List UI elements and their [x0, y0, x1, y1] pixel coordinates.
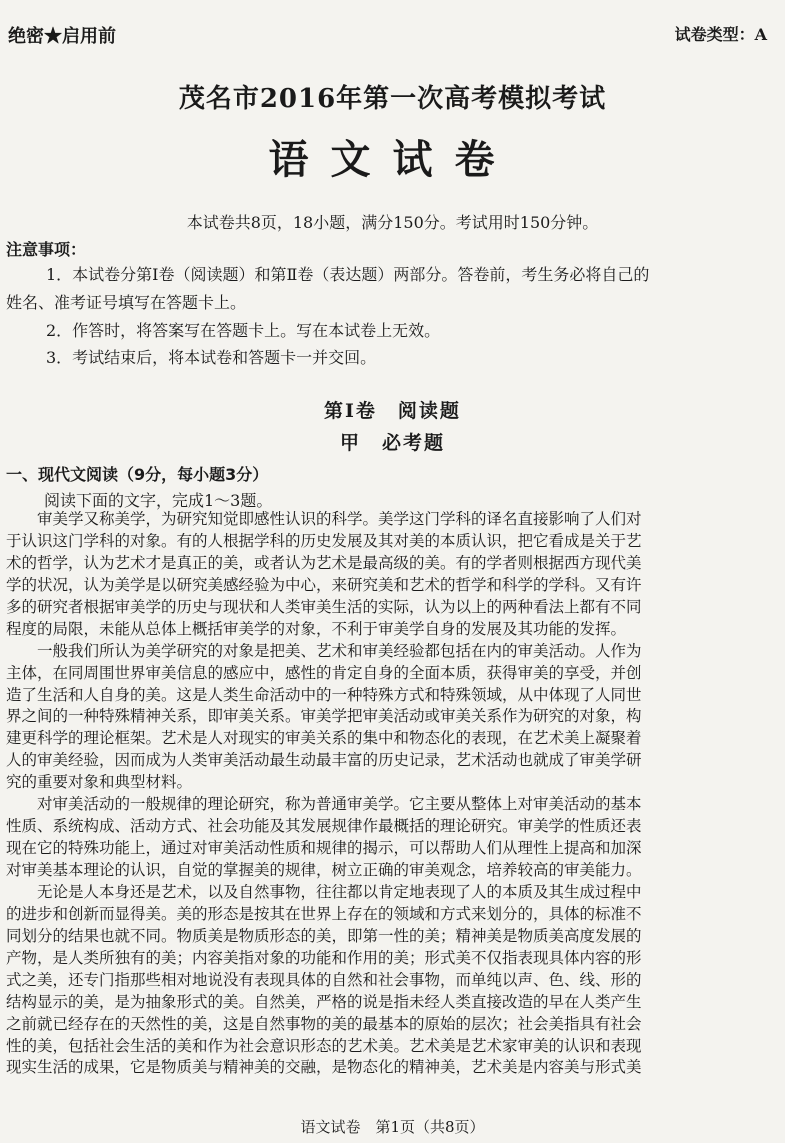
- passage-line: 结构显示的美，是为抽象形式的美。自然美，严格的说是指未经人类直接改造的早在人类产生: [6, 992, 642, 1011]
- passage-line: 人的审美经验，因而成为人类审美活动最生动最丰富的历史记录，艺术活动也就成了审美学研: [6, 751, 642, 770]
- passage-line: 的进步和创新而显得美。美的形态是按其在世界上存在的领域和方式来划分的，具体的标准不: [6, 904, 642, 923]
- subject-title: 语文试卷: [268, 136, 517, 183]
- passage-line: 对审美活动的一般规律的理论研究，称为普通审美学。它主要从整体上对审美活动的基本: [6, 795, 642, 814]
- passage-line: 程度的局限，未能从总体上概括审美学的对象，不利于审美学自身的发展及其功能的发挥。: [6, 619, 627, 638]
- question-heading: 一、现代文阅读（9分，每小题3分）: [6, 465, 269, 484]
- passage-line: 之前就已经存在的天然性的美，这是自然事物的美的最基本的原始的层次；社会美指具有社会: [6, 1014, 642, 1033]
- passage-line: 学的状况，认为美学是以研究美感经验为中心，来研究美和艺术的哲学和科学的学科。又有许: [6, 575, 642, 594]
- passage-line: 性质、系统构成、活动方式、社会功能及其发展规律作最概括的理论研究。审美学的性质还表: [6, 817, 642, 836]
- passage-line: 现在它的特殊功能上，通过对审美活动性质和规律的揭示，可以帮助人们从理性上提高和加深: [6, 839, 642, 858]
- passage-line: 主体，在同周围世界审美信息的感应中，感性的肯定自身的全面本质，获得审美的享受，并创: [6, 663, 642, 682]
- passage-line: 式之美，还专门指那些相对地说没有表现具体的自然和社会事物，而单纯以声、色、线、形的: [6, 970, 642, 989]
- passage-line: 同划分的结果也就不同。物质美是物质形态的美，即第一性的美；精神美是物质美高度发展的: [6, 926, 642, 945]
- passage-line: 现实生活的成果，它是物质美与精神美的交融，是物态化的精神美，艺术美是内容美与形式美: [6, 1058, 642, 1077]
- confidential-label: 绝密★启用前: [8, 26, 116, 47]
- subpart-heading: 甲 必考题: [339, 432, 445, 454]
- passage-line: 产物，是人类所独有的美；内容美指对象的功能和作用的美；形式美不仅指表现具体内容的形: [6, 948, 642, 967]
- exam-intro: 本试卷共8页，18小题，满分150分。考试用时150分钟。: [186, 213, 599, 232]
- exam-title: 茂名市2016年第一次高考模拟考试: [178, 84, 607, 114]
- passage-line: 究的重要对象和典型材料。: [6, 773, 193, 792]
- passage-line: 界之间的一种特殊精神关系，即审美关系。审美学把审美活动或审美关系作为研究的对象，构: [6, 707, 642, 726]
- note-line: 2．作答时，将答案写在答题卡上。写在本试卷上无效。: [46, 321, 441, 340]
- passage-line: 造了生活和人自身的美。这是人类生命活动中的一种特殊方式和特殊领域，从中体现了人同世: [6, 685, 642, 704]
- passage-line: 性的美，包括社会生活的美和作为社会意识形态的艺术美。艺术美是艺术家审美的认识和表现: [6, 1036, 642, 1055]
- page-footer: 语文试卷 第1页（共8页）: [300, 1118, 485, 1136]
- note-line: 3．考试结束后，将本试卷和答题卡一并交回。: [46, 348, 377, 367]
- passage: [6, 509, 774, 1079]
- passage-line: 术的哲学，认为艺术才是真正的美，或者认为艺术是最高级的美。有的学者则根据西方现代美: [6, 553, 642, 572]
- paper-type-label: 试卷类型：A: [674, 25, 767, 44]
- part-heading: 第Ⅰ卷 阅读题: [324, 400, 461, 422]
- passage-line: 多的研究者根据审美学的历史与现状和人类审美生活的实际，认为以上的两种看法上都有不同: [6, 597, 642, 616]
- passage-line: 审美学又称美学，为研究知觉即感性认识的科学。美学这门学科的译名直接影响了人们对: [6, 510, 642, 528]
- passage-line: 对审美基本理论的认识，自觉的掌握美的规律，树立正确的审美观念，培养较高的审美能力。: [6, 861, 642, 879]
- question-instruction: 阅读下面的文字，完成1～3题。: [44, 491, 273, 510]
- passage-line: 一般我们所认为美学研究的对象是把美、艺术和审美经验都包括在内的审美活动。人作为: [6, 641, 642, 660]
- passage-line: 无论是人本身还是艺术，以及自然事物，往往都以肯定地表现了人的本质及其生成过程中: [6, 882, 642, 901]
- notes-heading: 注意事项：: [6, 240, 87, 259]
- note-line: 1．本试卷分第Ⅰ卷（阅读题）和第Ⅱ卷（表达题）两部分。答卷前，考生务必将自己的: [46, 265, 650, 284]
- passage-line: 于认识这门学科的对象。有的人根据学科的历史发展及其对美的本质认识，把它看成是关于艺: [6, 531, 642, 550]
- passage-line: 建更科学的理论框架。艺术是人对现实的审美关系的集中和物态化的表现，在艺术美上凝聚着: [6, 729, 642, 748]
- note-line: 姓名、准考证号填写在答题卡上。: [6, 293, 247, 312]
